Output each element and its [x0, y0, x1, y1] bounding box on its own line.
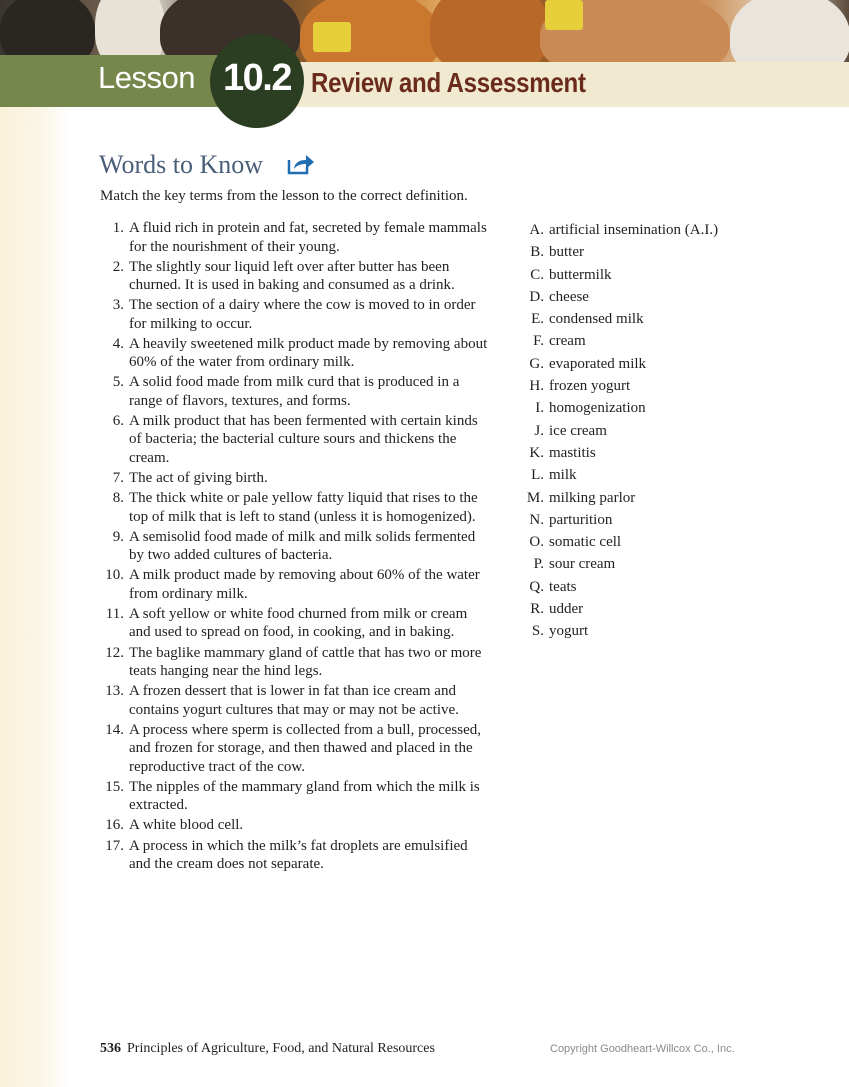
- term-text: buttermilk: [549, 266, 612, 283]
- definition-text: A solid food made from milk curd that is produced in a range of flavors, textures, and forms.: [129, 374, 460, 409]
- definition-number: 9.: [112, 528, 124, 545]
- term-item: [520, 330, 718, 352]
- definition-text: The act of giving birth.: [129, 470, 268, 487]
- definition-text: A process where sperm is collected from a bull, processed, and frozen for storage, and then thawed and placed in the reproductive tract of the cow.: [129, 721, 481, 775]
- definition-item: [100, 296, 490, 333]
- term-letter: L.: [531, 467, 544, 484]
- definition-text: The thick white or pale yellow fatty liquid that rises to the top of milk that is left to stand (unless it is homogenized).: [129, 490, 478, 525]
- definition-item: [100, 258, 490, 295]
- term-item: [520, 375, 718, 397]
- definition-number: 10.: [105, 567, 124, 584]
- share-arrow-icon[interactable]: [286, 152, 316, 176]
- definition-text: A process in which the milk’s fat droplets are emulsified and the cream does not separate.: [129, 837, 468, 872]
- definition-item: [100, 778, 490, 815]
- definition-item: [100, 682, 490, 719]
- term-text: artificial insemination (A.I.): [549, 222, 719, 238]
- term-item: [520, 397, 718, 419]
- definition-number: 12.: [105, 644, 124, 661]
- section-title: Words to Know: [99, 150, 264, 179]
- term-text: cream: [549, 333, 586, 350]
- definition-text: A milk product that has been fermented with certain kinds of bacteria; the bacterial culture sours and thickens the cream.: [129, 412, 478, 466]
- term-text: cheese: [549, 288, 589, 305]
- definition-item: [100, 528, 490, 565]
- definition-item: [100, 837, 490, 874]
- term-letter: O.: [529, 534, 544, 551]
- definition-item: [100, 489, 490, 526]
- definition-number: 17.: [105, 837, 124, 854]
- term-letter: C.: [530, 266, 544, 283]
- term-item: [520, 464, 718, 486]
- definition-number: 13.: [105, 683, 124, 700]
- footer: [100, 1041, 435, 1057]
- definition-item: [100, 605, 490, 642]
- term-item: [520, 487, 718, 509]
- definition-text: A fluid rich in protein and fat, secreted by female mammals for the nourishment of their young.: [129, 220, 487, 255]
- definitions-list: [100, 219, 490, 875]
- term-text: ice cream: [549, 422, 607, 439]
- definition-item: [100, 566, 490, 603]
- term-text: milk: [549, 467, 577, 484]
- term-text: yogurt: [549, 623, 589, 640]
- terms-list: [520, 219, 718, 643]
- term-item: [520, 241, 718, 263]
- term-letter: F.: [533, 333, 544, 350]
- term-item: [520, 598, 718, 620]
- term-letter: K.: [529, 444, 544, 461]
- definition-item: [100, 469, 490, 488]
- definition-number: 15.: [105, 778, 124, 795]
- page-margin-tint: [0, 107, 70, 1087]
- term-letter: D.: [529, 288, 544, 305]
- definition-text: A soft yellow or white food churned from milk or cream and used to spread on food, in cooking, and in baking.: [129, 605, 468, 641]
- term-text: frozen yogurt: [549, 378, 631, 395]
- definition-item: [100, 644, 490, 681]
- term-letter: Q.: [529, 578, 544, 595]
- term-item: [520, 420, 718, 442]
- term-text: parturition: [549, 511, 613, 528]
- term-item: [520, 531, 718, 553]
- term-letter: R.: [530, 601, 544, 618]
- book-title: Principles of Agriculture, Food, and Natural Resources: [127, 1041, 435, 1056]
- definition-text: The nipples of the mammary gland from which the milk is extracted.: [129, 778, 480, 814]
- definition-number: 3.: [112, 297, 124, 314]
- definition-item: [100, 373, 490, 410]
- term-item: [520, 620, 718, 642]
- definition-item: [100, 412, 490, 468]
- definition-text: A frozen dessert that is lower in fat than ice cream and contains yogurt cultures that may or may not be active.: [129, 683, 459, 718]
- term-text: udder: [549, 601, 584, 618]
- page-number: 536: [100, 1041, 121, 1056]
- definition-number: 14.: [105, 721, 124, 738]
- term-item: [520, 509, 718, 531]
- definition-number: 16.: [105, 817, 124, 834]
- definition-number: 1.: [112, 220, 124, 236]
- lesson-label: Lesson: [98, 60, 195, 95]
- term-letter: J.: [534, 422, 544, 439]
- term-letter: N.: [529, 511, 544, 528]
- lesson-title: Review and Assessment: [311, 67, 586, 98]
- definition-item: [100, 335, 490, 372]
- instructions: Match the key terms from the lesson to the correct definition.: [100, 188, 468, 204]
- term-letter: G.: [529, 355, 544, 372]
- definition-number: 2.: [112, 258, 124, 275]
- header-cattle-photo: [0, 0, 849, 62]
- definition-item: [100, 721, 490, 777]
- term-letter: M.: [526, 489, 544, 506]
- definition-number: 4.: [112, 335, 124, 352]
- term-item: [520, 353, 718, 375]
- definition-text: A white blood cell.: [129, 817, 244, 834]
- definition-text: A heavily sweetened milk product made by removing about 60% of the water from ordinary milk.: [129, 335, 488, 371]
- definition-number: 11.: [105, 605, 124, 622]
- term-text: condensed milk: [549, 311, 644, 328]
- definition-number: 7.: [112, 470, 124, 487]
- term-text: milking parlor: [549, 489, 636, 506]
- copyright: Copyright Goodheart-Willcox Co., Inc.: [550, 1043, 735, 1055]
- definition-number: 6.: [112, 412, 124, 429]
- term-item: [520, 219, 718, 241]
- term-letter: H.: [529, 378, 544, 395]
- term-item: [520, 264, 718, 286]
- definition-text: A milk product made by removing about 60% of the water from ordinary milk.: [129, 567, 480, 602]
- term-text: teats: [549, 578, 577, 595]
- definition-text: The section of a dairy where the cow is moved to in order for milking to occur.: [129, 297, 476, 332]
- term-item: [520, 576, 718, 598]
- definition-item: [100, 816, 490, 835]
- term-letter: I.: [535, 400, 544, 417]
- lesson-number: 10.2: [223, 57, 291, 99]
- term-letter: E.: [531, 311, 544, 328]
- definition-text: A semisolid food made of milk and milk solids fermented by two added cultures of bacteria.: [129, 528, 476, 564]
- term-text: mastitis: [549, 444, 596, 461]
- term-letter: A.: [529, 222, 544, 238]
- definition-item: [100, 219, 490, 256]
- term-item: [520, 308, 718, 330]
- definition-text: The slightly sour liquid left over after butter has been churned. It is used in baking and consumed as a drink.: [129, 258, 455, 294]
- term-item: [520, 553, 718, 575]
- term-letter: B.: [530, 244, 544, 261]
- definition-number: 8.: [112, 490, 124, 507]
- term-item: [520, 442, 718, 464]
- term-letter: P.: [533, 556, 544, 573]
- term-text: sour cream: [549, 556, 616, 573]
- term-text: homogenization: [549, 400, 646, 417]
- term-text: butter: [549, 244, 584, 261]
- definition-number: 5.: [112, 374, 124, 391]
- term-letter: S.: [531, 623, 544, 640]
- definition-text: The baglike mammary gland of cattle that has two or more teats hanging near the hind legs.: [129, 644, 482, 680]
- term-text: evaporated milk: [549, 355, 647, 372]
- term-text: somatic cell: [549, 534, 622, 551]
- term-item: [520, 286, 718, 308]
